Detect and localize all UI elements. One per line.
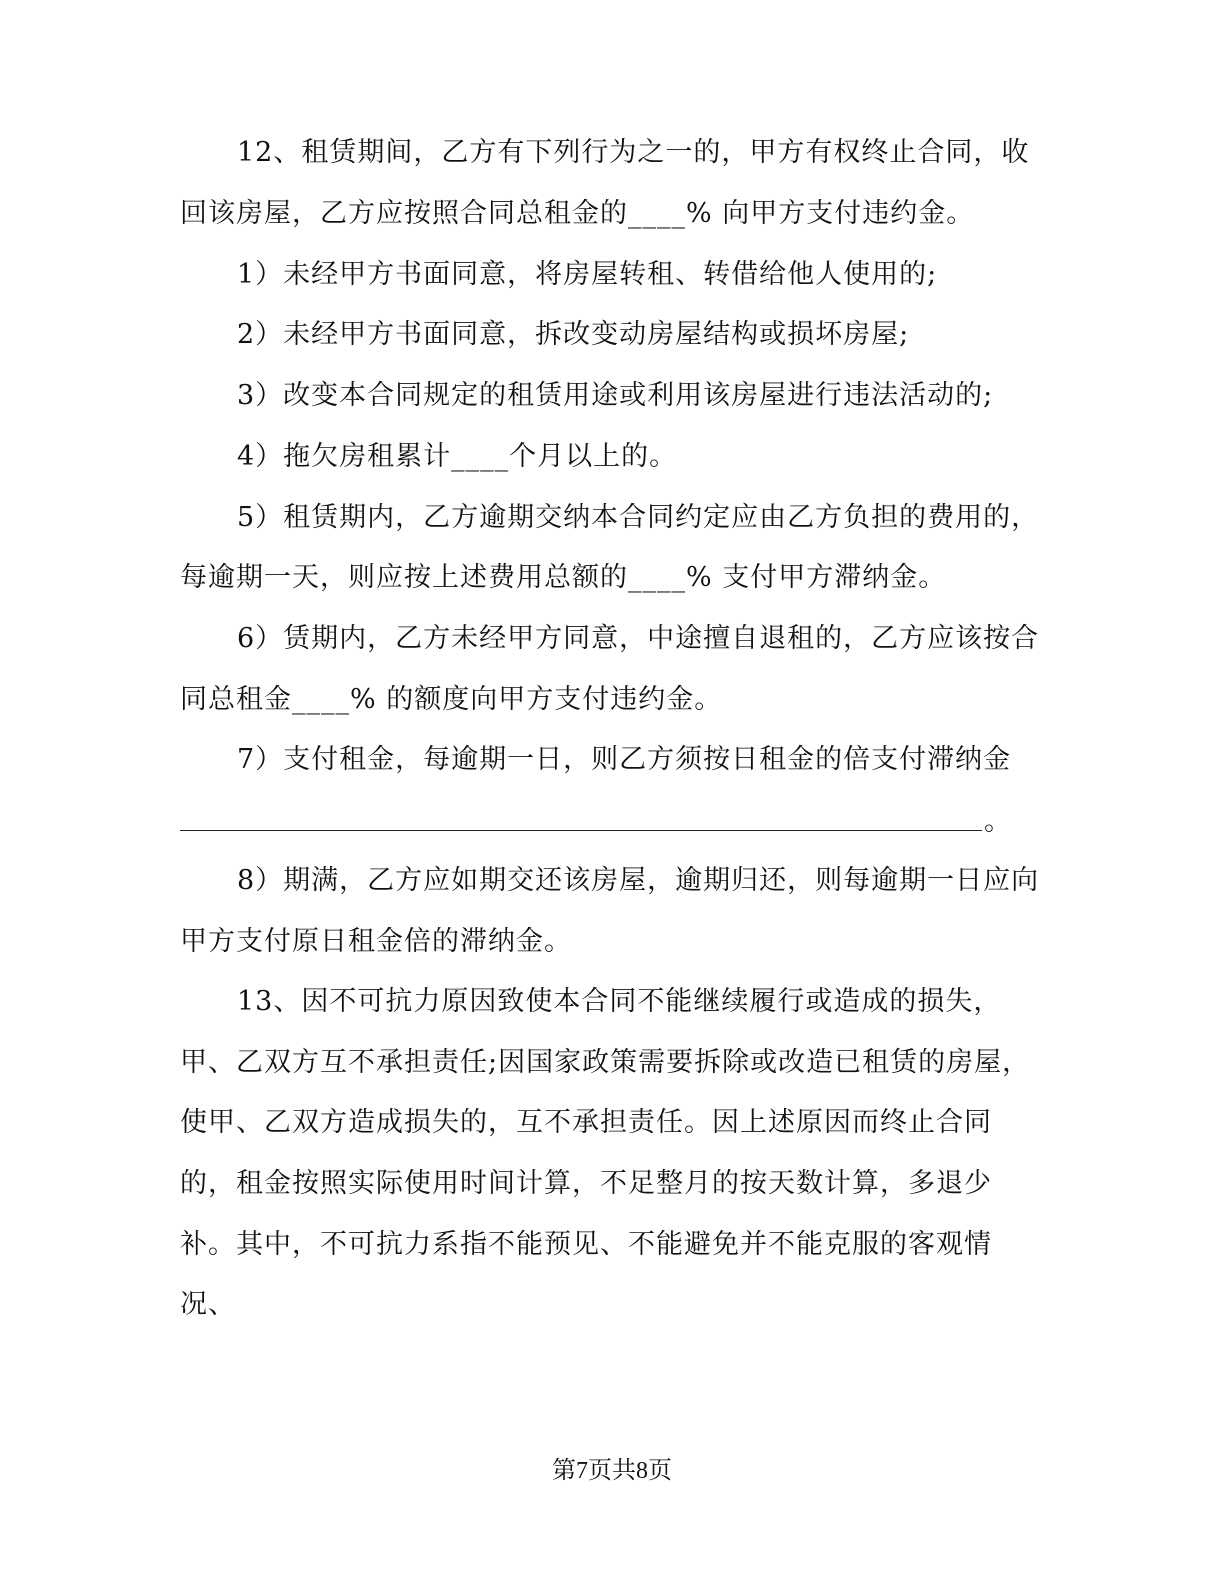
clause-8-line-1: 8）期满，乙方应如期交还该房屋，逾期归还，则每逾期一日应向	[237, 865, 1040, 896]
clause-1: 1）未经甲方书面同意，将房屋转租、转借给他人使用的;	[237, 259, 938, 290]
blank-fill-line-period: 。	[984, 806, 1011, 837]
clause-3: 3）改变本合同规定的租赁用途或利用该房屋进行违法活动的;	[237, 380, 994, 411]
paragraph-13-line-1: 13、因不可抗力原因致使本合同不能继续履行或造成的损失，	[237, 986, 1002, 1017]
clause-8-line-2: 甲方支付原日租金倍的滞纳金。	[180, 926, 572, 957]
paragraph-13-line-4: 的，租金按照实际使用时间计算，不足整月的按天数计算，多退少	[180, 1168, 992, 1199]
clause-7: 7）支付租金，每逾期一日，则乙方须按日租金的倍支付滞纳金	[237, 744, 1012, 775]
paragraph-13-line-2: 甲、乙双方互不承担责任;因国家政策需要拆除或改造已租赁的房屋，	[180, 1047, 1031, 1078]
blank-fill-line	[180, 830, 982, 831]
clause-6-line-1: 6）赁期内，乙方未经甲方同意，中途擅自退租的，乙方应该按合	[237, 623, 1040, 654]
clause-5-line-1: 5）租赁期内，乙方逾期交纳本合同约定应由乙方负担的费用的，	[237, 502, 1040, 533]
clause-6-line-2: 同总租金____% 的额度向甲方支付违约金。	[180, 684, 723, 715]
paragraph-12-line-2: 回该房屋，乙方应按照合同总租金的____% 向甲方支付违约金。	[180, 198, 975, 229]
clause-5-line-2: 每逾期一天，则应按上述费用总额的____% 支付甲方滞纳金。	[180, 562, 947, 593]
page-footer: 第7页共8页	[552, 1458, 672, 1484]
paragraph-13-line-3: 使甲、乙双方造成损失的，互不承担责任。因上述原因而终止合同	[180, 1107, 992, 1138]
clause-4: 4）拖欠房租累计____个月以上的。	[237, 441, 678, 472]
paragraph-12-line-1: 12、租赁期间，乙方有下列行为之一的，甲方有权终止合同，收	[237, 137, 1030, 168]
paragraph-13-line-5: 补。其中，不可抗力系指不能预见、不能避免并不能克服的客观情	[180, 1229, 992, 1260]
paragraph-13-line-6: 况、	[180, 1289, 236, 1320]
clause-2: 2）未经甲方书面同意，拆改变动房屋结构或损坏房屋;	[237, 319, 910, 350]
